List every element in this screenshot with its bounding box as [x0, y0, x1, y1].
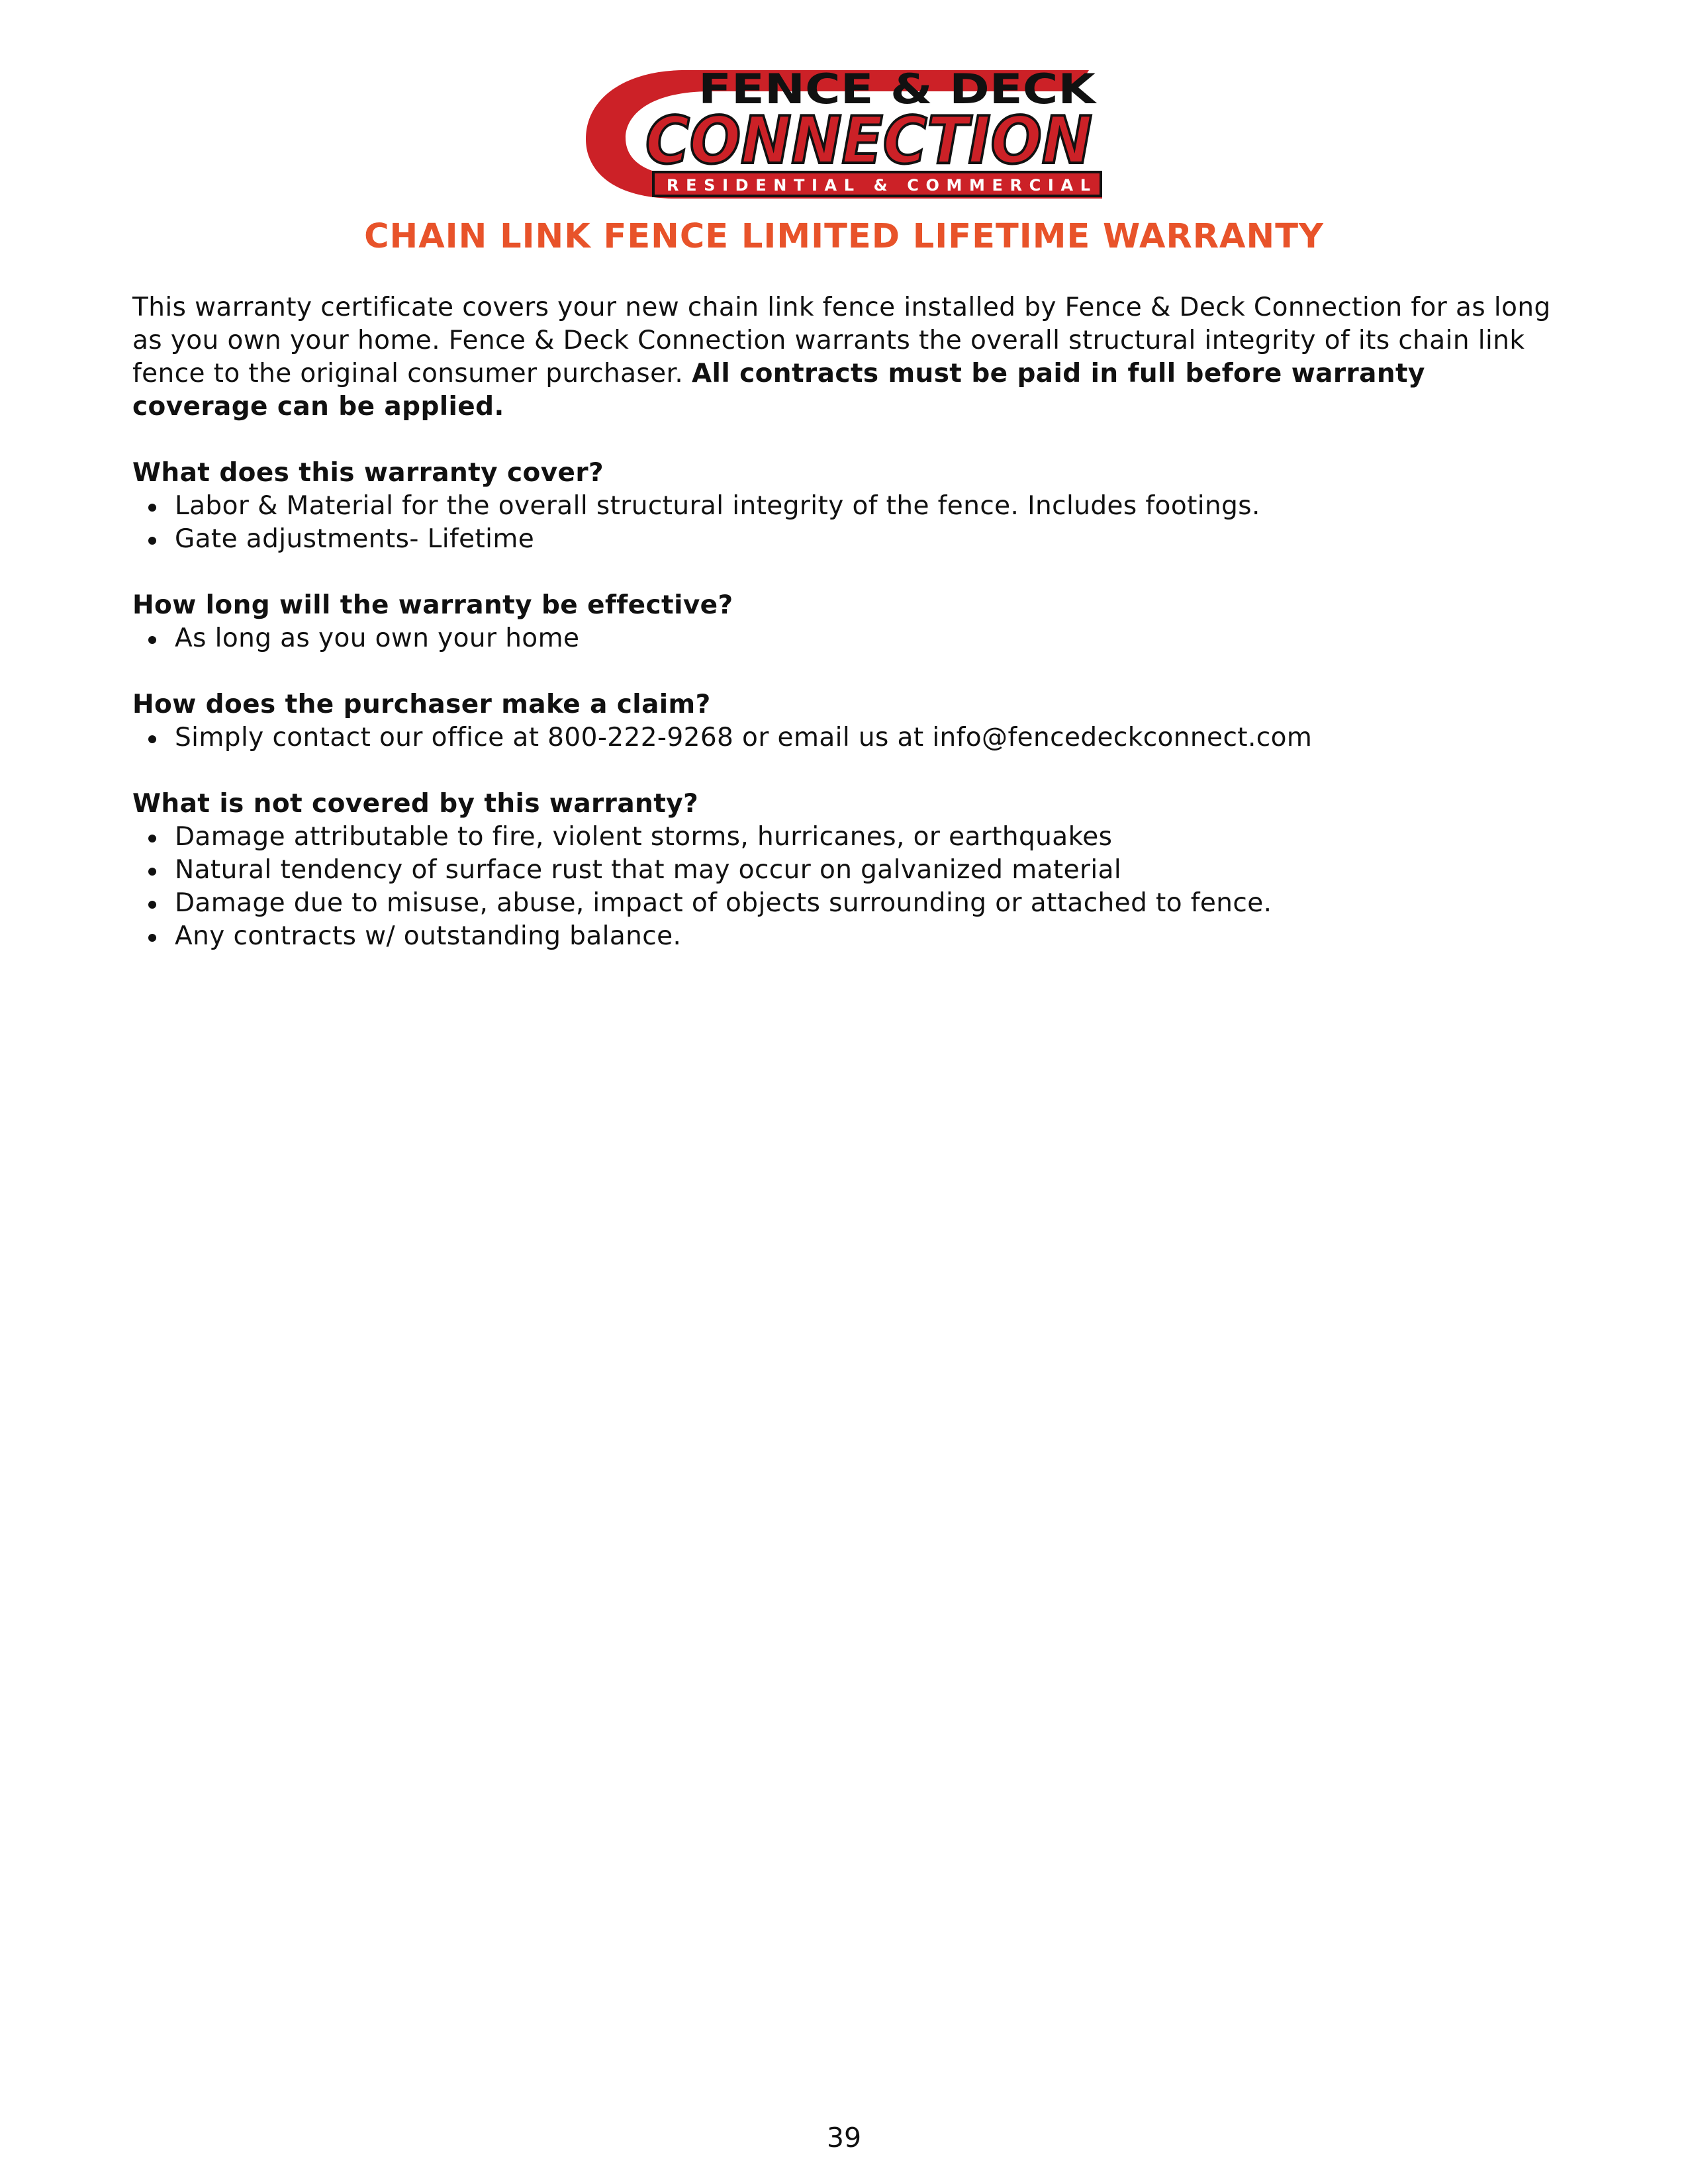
- section-heading: How does the purchaser make a claim?: [132, 690, 711, 719]
- bullet-list: [132, 721, 1556, 754]
- bullet-list: [132, 490, 1556, 556]
- list-item: Damage due to misuse, abuse, impact of objects surrounding or attached to fence.: [175, 887, 1556, 920]
- section-duration: [132, 589, 1556, 655]
- logo-line3: RESIDENTIAL & COMMERCIAL: [667, 176, 1090, 195]
- logo-line2: CONNECTION: [645, 103, 1092, 179]
- company-logo: [586, 65, 1102, 199]
- section-heading: How long will the warranty be effective?: [132, 590, 733, 620]
- section-coverage: [132, 457, 1556, 556]
- intro-paragraph: [132, 291, 1556, 424]
- section-claim: [132, 688, 1556, 754]
- section-heading: What is not covered by this warranty?: [132, 789, 699, 819]
- section-exclusions: [132, 788, 1556, 953]
- section-heading: What does this warranty cover?: [132, 458, 604, 488]
- page-number: 39: [826, 2122, 862, 2154]
- logo-line1: FENCE & DECK: [698, 65, 1098, 113]
- list-item: Natural tendency of surface rust that may occur on galvanized material: [175, 854, 1556, 887]
- list-item: As long as you own your home: [175, 622, 1556, 655]
- page-title: CHAIN LINK FENCE LIMITED LIFETIME WARRANTY: [364, 217, 1324, 256]
- bullet-list: [132, 821, 1556, 953]
- warranty-content: [132, 291, 1556, 986]
- list-item: Simply contact our office at 800-222-9268 or email us at info@fencedeckconnect.com: [175, 721, 1556, 754]
- bullet-list: [132, 622, 1556, 655]
- list-item: Gate adjustments- Lifetime: [175, 523, 1556, 556]
- intro-bold-text: All contracts must be paid in full before warranty coverage can be applied.: [132, 359, 1425, 422]
- list-item: Damage attributable to fire, violent storms, hurricanes, or earthquakes: [175, 821, 1556, 854]
- list-item: Any contracts w/ outstanding balance.: [175, 920, 1556, 953]
- list-item: Labor & Material for the overall structural integrity of the fence. Includes footings.: [175, 490, 1556, 523]
- intro-text: This warranty certificate covers your new chain link fence installed by Fence & Deck Connection for as long as you own your home. Fence & Deck Connection warrants the overall structural integrity of its chain link fence to the original consumer purchaser.: [132, 293, 1551, 388]
